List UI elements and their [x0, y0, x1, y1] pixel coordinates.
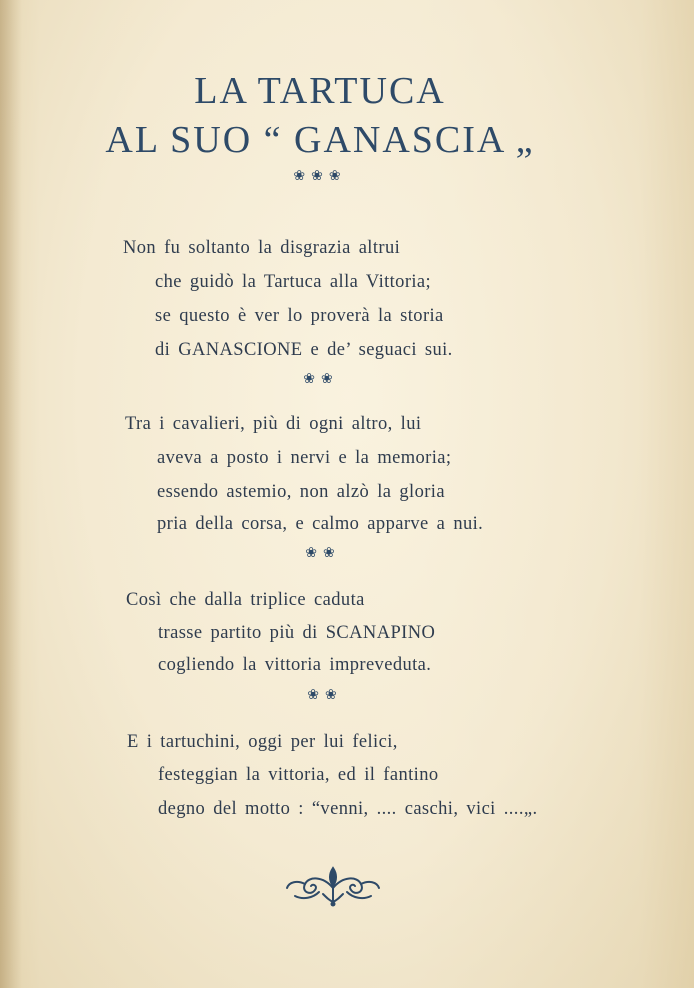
stanza-1-line-4: di GANASCIONE e de’ seguaci sui.: [155, 340, 453, 360]
flower-ornament-icon: ❀❀: [303, 371, 339, 387]
stanza-3-line-1: Così che dalla triplice caduta: [126, 590, 365, 610]
stanza-2-line-1: Tra i cavalieri, più di ogni altro, lui: [125, 414, 422, 434]
fleuron-ornament-icon: [283, 862, 383, 908]
stanza-2-line-3: essendo astemio, non alzò la gloria: [157, 482, 445, 502]
stanza-2-line-4: pria della corsa, e calmo apparve a nui.: [157, 514, 484, 534]
flower-ornament-icon: ❀❀: [307, 687, 343, 703]
stanza-1-line-1: Non fu soltanto la disgrazia altrui: [123, 238, 401, 258]
stanza-1-line-3: se questo è ver lo proverà la storia: [155, 306, 444, 326]
stanza-1-line-2: che guidò la Tartuca alla Vittoria;: [155, 272, 432, 292]
stanza-4-line-3: degno del motto : “venni, .... caschi, vici ....„.: [158, 799, 538, 819]
stanza-3-line-2: trasse partito più di SCANAPINO: [158, 623, 436, 643]
stanza-4-line-1: E i tartuchini, oggi per lui felici,: [127, 732, 398, 752]
flower-ornament-icon: ❀❀❀: [293, 168, 347, 184]
stanza-4-line-2: festeggian la vittoria, ed il fantino: [158, 765, 439, 785]
stanza-3-line-3: cogliendo la vittoria impreveduta.: [158, 655, 432, 675]
title-line-1: LA TARTUCA: [194, 70, 446, 112]
flower-ornament-icon: ❀❀: [305, 545, 341, 561]
stanza-2-line-2: aveva a posto i nervi e la memoria;: [157, 448, 452, 468]
title-line-2: AL SUO “ GANASCIA „: [105, 119, 535, 161]
